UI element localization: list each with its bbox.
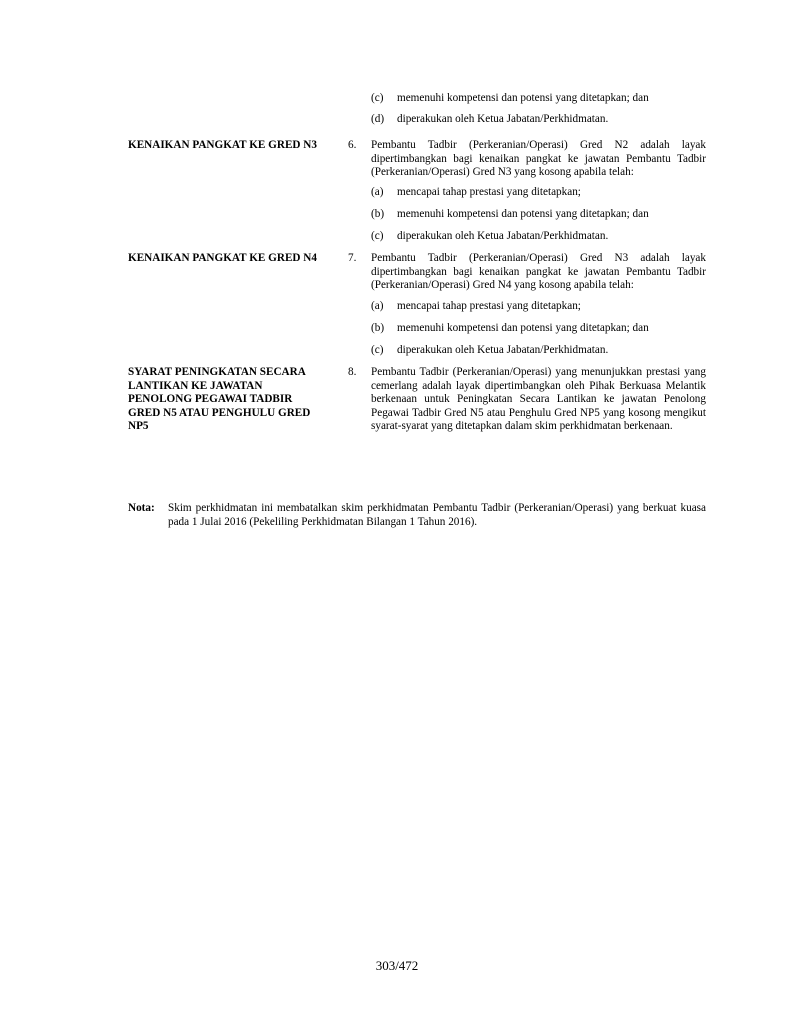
item-label: (d) <box>371 113 385 125</box>
item-label: (b) <box>371 322 385 334</box>
item-label: (c) <box>371 344 384 356</box>
item-label: (a) <box>371 300 384 312</box>
section-heading-n3: KENAIKAN PANGKAT KE GRED N3 <box>128 139 317 151</box>
item-text: diperakukan oleh Ketua Jabatan/Perkhidmatan. <box>397 113 609 125</box>
item-label: (c) <box>371 230 384 242</box>
item-text: diperakukan oleh Ketua Jabatan/Perkhidmatan. <box>397 344 609 356</box>
section-body: Pembantu Tadbir (Perkeranian/Operasi) yang menunjukkan prestasi yang cemerlang adalah layak dipertimbangkan oleh Pihak Berkuasa Melantik berkenaan untuk Peningkatan Secara Lantikan ke jawatan Penolong Pegawai Tadbir Gred N5 atau Penghulu Gred NP5 yang kosong mengikut syarat-syarat yang ditetapkan dalam skim perkhidmatan berkenaan. <box>371 366 706 433</box>
item-text: mencapai tahap prestasi yang ditetapkan; <box>397 186 581 198</box>
item-text: diperakukan oleh Ketua Jabatan/Perkhidmatan. <box>397 230 609 242</box>
page-number: 303/472 <box>375 958 419 973</box>
item-label: (c) <box>371 92 384 104</box>
item-text: memenuhi kompetensi dan potensi yang ditetapkan; dan <box>397 92 649 104</box>
section-heading-peningkatan: SYARAT PENINGKATAN SECARA LANTIKAN KE JAWATAN PENOLONG PEGAWAI TADBIR GRED N5 ATAU PENGHULU GRED NP5 <box>128 366 311 433</box>
item-text: memenuhi kompetensi dan potensi yang ditetapkan; dan <box>397 208 649 220</box>
section-number: 6. <box>348 139 357 151</box>
item-text: memenuhi kompetensi dan potensi yang ditetapkan; dan <box>397 322 649 334</box>
note-label: Nota: <box>128 502 155 514</box>
item-text: mencapai tahap prestasi yang ditetapkan; <box>397 300 581 312</box>
section-number: 8. <box>348 366 357 378</box>
note-text: Skim perkhidmatan ini membatalkan skim perkhidmatan Pembantu Tadbir (Perkeranian/Operasi) yang berkuat kuasa pada 1 Julai 2016 (Pekeliling Perkhidmatan Bilangan 1 Tahun 2016). <box>168 502 706 528</box>
section-heading-n4: KENAIKAN PANGKAT KE GRED N4 <box>128 252 317 264</box>
section-body: Pembantu Tadbir (Perkeranian/Operasi) Gred N3 adalah layak dipertimbangkan bagi kenaikan pangkat ke jawatan Pembantu Tadbir (Perkeranian/Operasi) Gred N4 yang kosong apabila telah: <box>371 252 706 292</box>
section-body: Pembantu Tadbir (Perkeranian/Operasi) Gred N2 adalah layak dipertimbangkan bagi kenaikan pangkat ke jawatan Pembantu Tadbir (Perkeranian/Operasi) Gred N3 yang kosong apabila telah: <box>371 139 706 179</box>
item-label: (b) <box>371 208 385 220</box>
section-number: 7. <box>348 252 357 264</box>
item-label: (a) <box>371 186 384 198</box>
